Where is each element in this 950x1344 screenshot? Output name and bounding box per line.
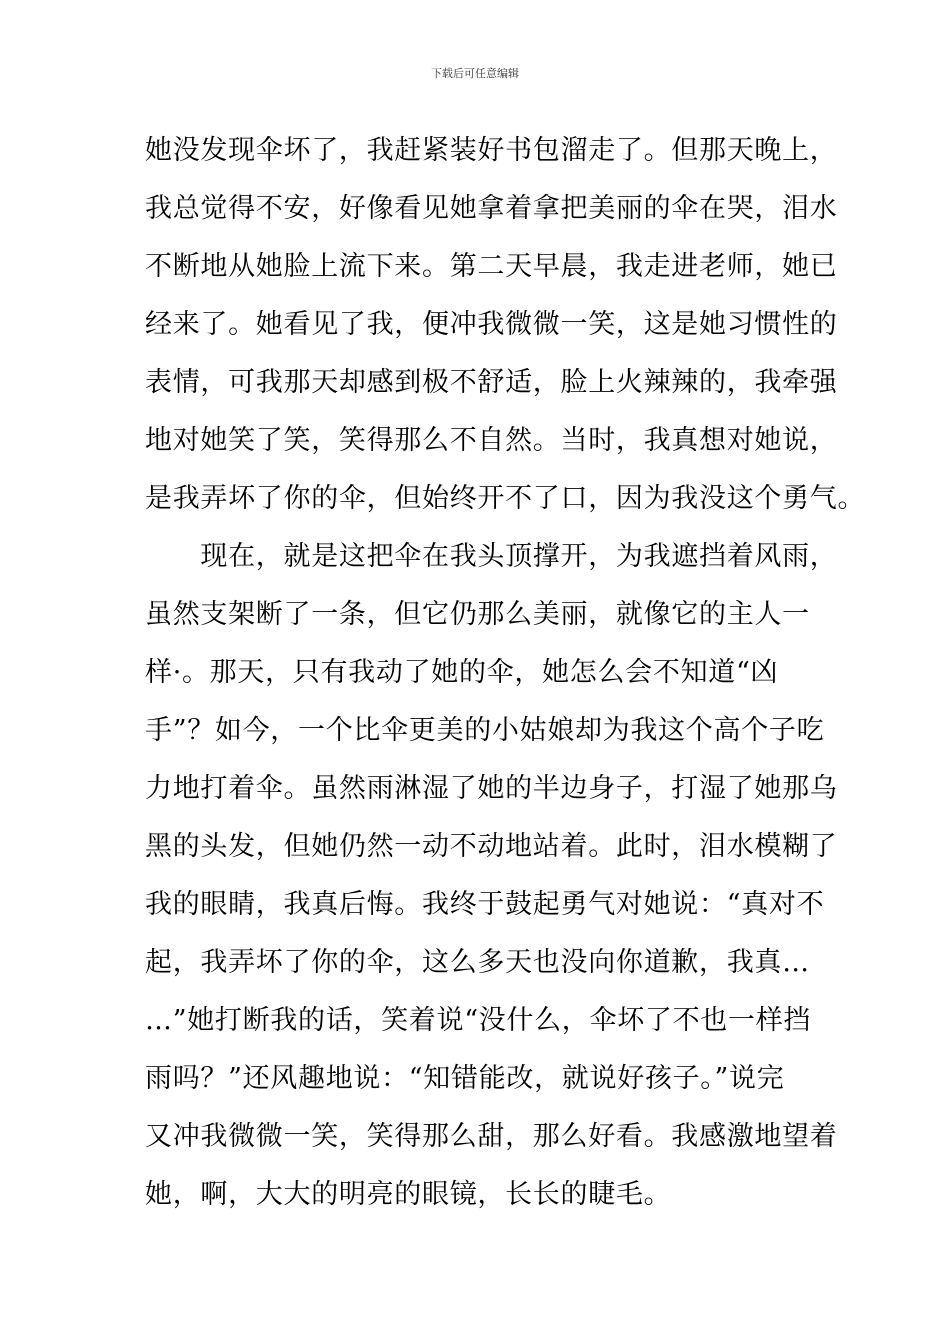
- page-header: 下载后可任意编辑: [431, 67, 519, 80]
- text-line: 表情，可我那天却感到极不舒适，脸上火辣辣的，我牵强: [145, 367, 838, 398]
- text-line: 地对她笑了笑，笑得那么不自然。当时，我真想对她说，: [145, 425, 838, 456]
- text-line: 力地打着伞。虽然雨淋湿了她的半边身子，打湿了她那乌: [145, 773, 838, 804]
- text-line: 雨吗？”还风趣地说：“知错能改，就说好孩子。”说完: [145, 1063, 785, 1094]
- text-line: 不断地从她脸上流下来。第二天早晨，我走进老师，她已: [145, 251, 838, 282]
- text-line: 我的眼睛，我真后悔。我终于鼓起勇气对她说：“真对不: [145, 889, 825, 920]
- text-line: 虽然支架断了一条，但它仍那么美丽，就像它的主人一: [145, 599, 810, 630]
- body-text: [145, 131, 866, 1233]
- text-line: 样·。那天，只有我动了她的伞，她怎么会不知道“凶: [145, 657, 779, 688]
- paragraph-start-line: 现在，就是这把伞在我头顶撑开，为我遮挡着风雨，: [145, 541, 838, 572]
- text-line: 手”？如今，一个比伞更美的小姑娘却为我这个高个子吃: [145, 715, 825, 746]
- text-line: 我总觉得不安，好像看见她拿着拿把美丽的伞在哭，泪水: [145, 193, 838, 224]
- text-line: 她没发现伞坏了，我赶紧装好书包溜走了。但那天晚上，: [145, 135, 838, 166]
- text-line: 是我弄坏了你的伞，但始终开不了口，因为我没这个勇气。: [145, 483, 866, 514]
- text-line: 经来了。她看见了我，便冲我微微一笑，这是她习惯性的: [145, 309, 838, 340]
- text-line: …”她打断我的话，笑着说“没什么，伞坏了不也一样挡: [145, 1005, 812, 1036]
- text-line: 黑的头发，但她仍然一动不动地站着。此时，泪水模糊了: [145, 831, 838, 862]
- text-line: 起，我弄坏了你的伞，这么多天也没向你道歉，我真…: [145, 947, 810, 978]
- text-line: 她，啊，大大的明亮的眼镜，长长的睫毛。: [145, 1179, 672, 1210]
- text-line: 又冲我微微一笑，笑得那么甜，那么好看。我感激地望着: [145, 1121, 838, 1152]
